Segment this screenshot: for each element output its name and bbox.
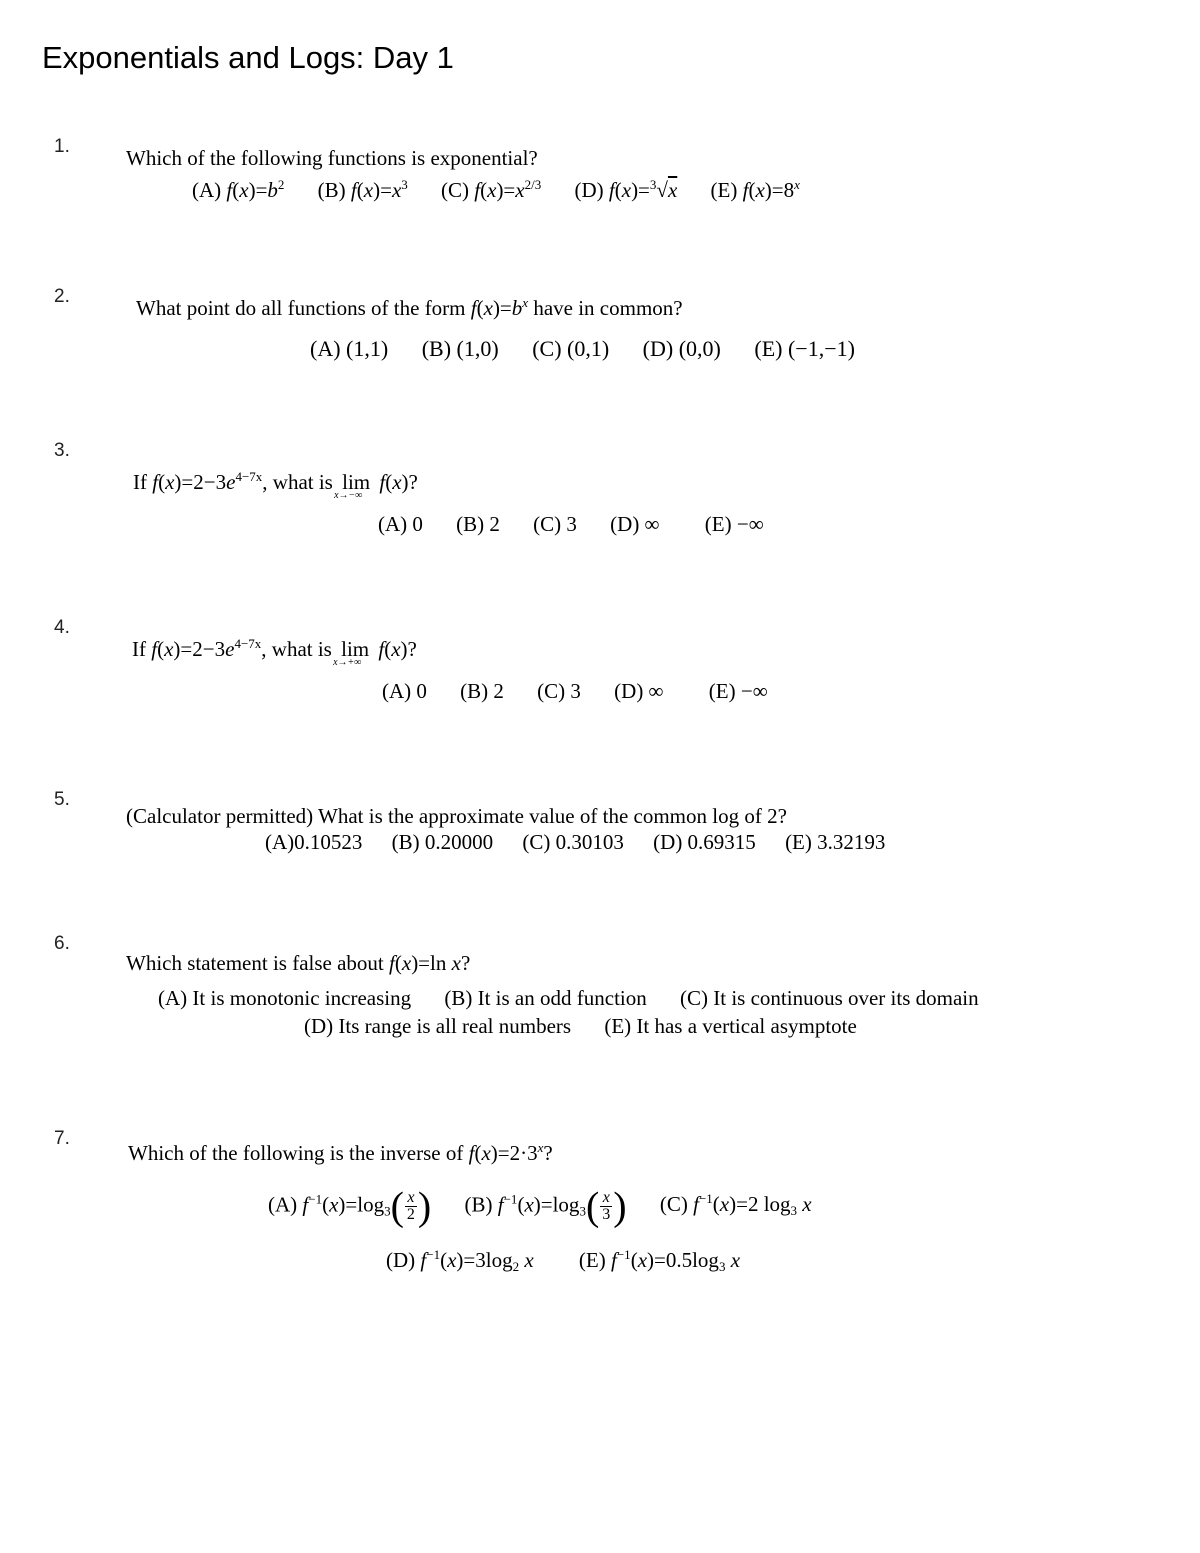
choice-list [192, 178, 800, 203]
choice-a: (A)0.10523 [265, 830, 363, 854]
choice-c: (C) 3 [533, 512, 577, 536]
choice-b: (B) 2 [456, 512, 500, 536]
choice-c: (C) (0,1) [532, 336, 610, 361]
choice-c: (C) 0.30103 [522, 830, 624, 854]
choice-d: (D) ∞ [614, 679, 664, 703]
question-prompt: Which of the following is the inverse of $f(x)=2\cdot 3^x$? [128, 1140, 553, 1165]
choice-b: (B) $f^{-1}(x)=\log_3$( $\frac{x}{3}$ ) [464, 1183, 627, 1229]
page-title: Exponentials and Logs: Day 1 [42, 40, 454, 75]
question-prompt: Which statement is false about f(x)=ln x? [126, 951, 471, 975]
choice-list-row-2 [304, 1014, 857, 1039]
choice-list-row-2 [386, 1248, 740, 1273]
choice-e: (E) (−1,−1) [754, 336, 855, 361]
choice-d: (D) Its range is all real numbers [304, 1014, 572, 1038]
choice-list [310, 336, 855, 362]
choice-a: (A) $f(x)=b^2$ [192, 177, 285, 202]
choice-b: (B) It is an odd function [444, 986, 647, 1010]
choice-b: (B) (1,0) [421, 336, 499, 361]
choice-c: (C) $f^{-1}(x)=2$ $\log_3 x$ [659, 1191, 812, 1219]
choice-e: (E) $f^{-1}(x)=0.5\log_3$ x [578, 1247, 741, 1274]
question-number: 3. [54, 440, 70, 461]
question-number: 6. [54, 933, 70, 954]
choice-d: (D) $f^{-1}(x)=3\log_2$ x [386, 1247, 534, 1274]
choice-e: (E) $f(x)=8^x$ [710, 177, 800, 202]
question-number: 2. [54, 286, 70, 307]
choice-list-row-1 [158, 986, 979, 1011]
choice-a: (A) 0 [382, 679, 427, 703]
question-prompt: (Calculator permitted) What is the approximate value of the common log of 2? [126, 804, 787, 828]
choice-b: (B) 2 [460, 679, 504, 703]
choice-a: (A) It is monotonic increasing [158, 986, 412, 1010]
choice-d: (D) f(x)=$^3$√x [574, 177, 678, 202]
choice-list-row-1 [268, 1183, 812, 1229]
choice-a: (A) $f^{-1}(x)=\log_3$( $\frac{x}{2}$ ) [268, 1183, 432, 1229]
question-prompt: If $f(x)=2-3e^{4-7x}$, what is lim x→−∞ f(x)? [133, 469, 418, 501]
choice-e: (E) It has a vertical asymptote [604, 1014, 857, 1038]
choice-a: (A) 0 [378, 512, 423, 536]
choice-d: (D) 0.69315 [653, 830, 756, 854]
question-number: 7. [54, 1128, 70, 1149]
question-number: 5. [54, 789, 70, 810]
choice-d: (D) (0,0) [642, 336, 721, 361]
question-prompt: What point do all functions of the form $f(x)=b^x$ have in common? [136, 295, 683, 320]
question-prompt: If $f(x)=2-3e^{4-7x}$, what is lim x→+∞ f(x)? [132, 636, 417, 668]
question-number: 1. [54, 136, 70, 157]
choice-e: (E) −∞ [708, 679, 768, 703]
choice-c: (C) 3 [537, 679, 581, 703]
choice-e: (E) 3.32193 [785, 830, 886, 854]
choice-list [382, 679, 768, 704]
choice-e: (E) −∞ [704, 512, 764, 536]
question-number: 4. [54, 617, 70, 638]
question-prompt: Which of the following functions is exponential? [126, 146, 538, 170]
choice-a: (A) (1,1) [310, 336, 389, 361]
choice-list [265, 830, 885, 855]
choice-c: (C) It is continuous over its domain [680, 986, 979, 1010]
choice-list [378, 512, 764, 537]
choice-b: (B) 0.20000 [391, 830, 494, 854]
choice-b: (B) $f(x)=x^3$ [317, 177, 408, 202]
choice-c: (C) $f(x)=x^{2/3}$ [441, 177, 542, 202]
choice-d: (D) ∞ [610, 512, 660, 536]
